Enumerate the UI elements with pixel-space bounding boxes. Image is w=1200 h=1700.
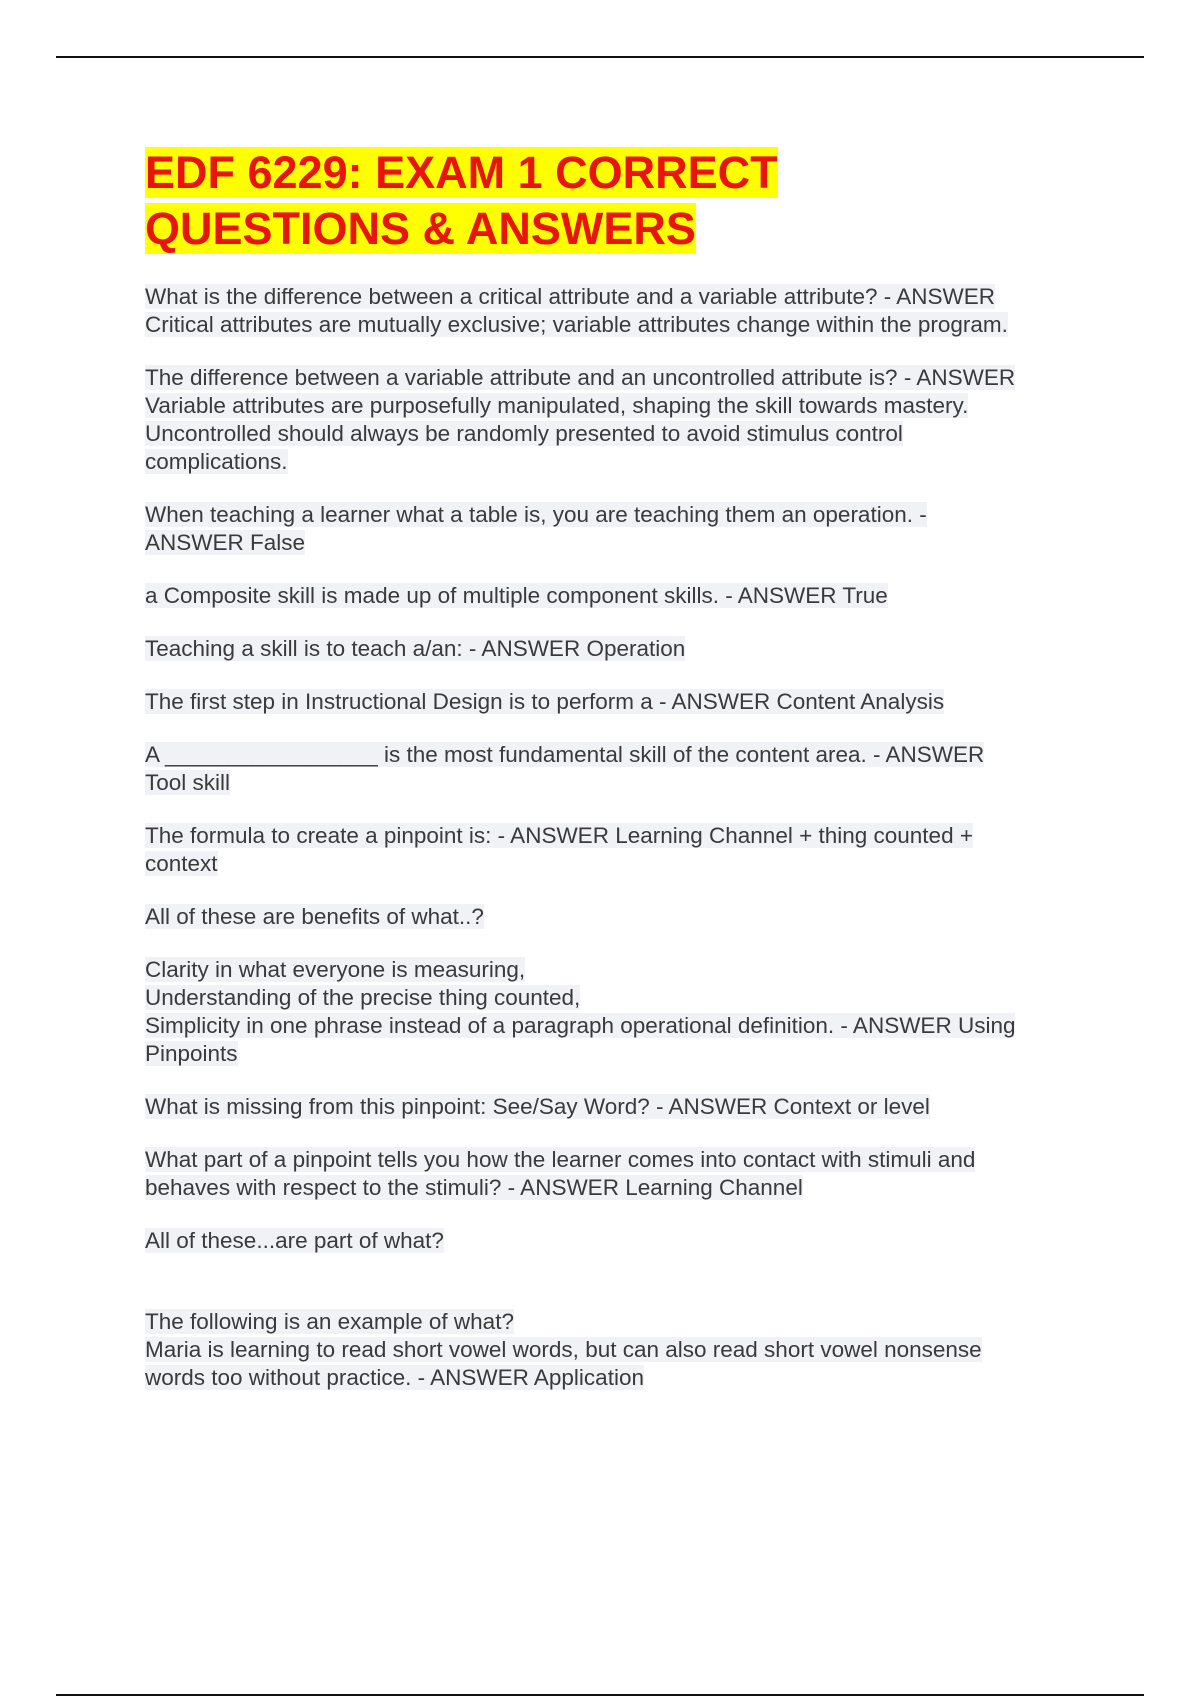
qa-entry: The following is an example of what? Maria is learning to read short vowel words, but can also read short vowel nonsense words too without practice. - ANSWER Application (145, 1309, 982, 1390)
qa-entry: What part of a pinpoint tells you how the learner comes into contact with stimuli and behaves with respect to the stimuli? - ANSWER Learning Channel (145, 1147, 976, 1200)
qa-entry: The difference between a variable attribute and an uncontrolled attribute is? - ANSWER Variable attributes are purposefully manipulated, shaping the skill towards mastery. Uncontrolled should always be randomly presented to avoid stimulus control complications. (145, 365, 1016, 474)
title-line-1: EDF 6229: EXAM 1 CORRECT (145, 147, 778, 198)
qa-entry: What is the difference between a critical attribute and a variable attribute? - ANSWER Critical attributes are mutually exclusive; variable attributes change within the program. (145, 284, 1008, 337)
qa-entry: The formula to create a pinpoint is: - ANSWER Learning Channel + thing counted + context (145, 823, 973, 876)
qa-entry: A _________________ is the most fundamental skill of the content area. - ANSWER Tool skill (145, 742, 985, 795)
qa-entry: When teaching a learner what a table is, you are teaching them an operation. - ANSWER False (145, 502, 927, 555)
qa-entry: The first step in Instructional Design is to perform a - ANSWER Content Analysis (145, 689, 945, 714)
document-title (145, 145, 1090, 257)
qa-entry: Clarity in what everyone is measuring, Understanding of the precise thing counted, Simplicity in one phrase instead of a paragraph operational definition. - ANSWER Using Pinpoints (145, 957, 1016, 1066)
bottom-rule (56, 1694, 1144, 1696)
qa-entry: All of these...are part of what? (145, 1228, 444, 1253)
document-body (145, 145, 1090, 1417)
qa-entry: Teaching a skill is to teach a/an: - ANSWER Operation (145, 636, 686, 661)
qa-entry: All of these are benefits of what..? (145, 904, 484, 929)
title-line-2: QUESTIONS & ANSWERS (145, 203, 696, 254)
top-rule (56, 56, 1144, 58)
qa-entry: What is missing from this pinpoint: See/Say Word? - ANSWER Context or level (145, 1094, 930, 1119)
qa-entry: a Composite skill is made up of multiple component skills. - ANSWER True (145, 583, 888, 608)
